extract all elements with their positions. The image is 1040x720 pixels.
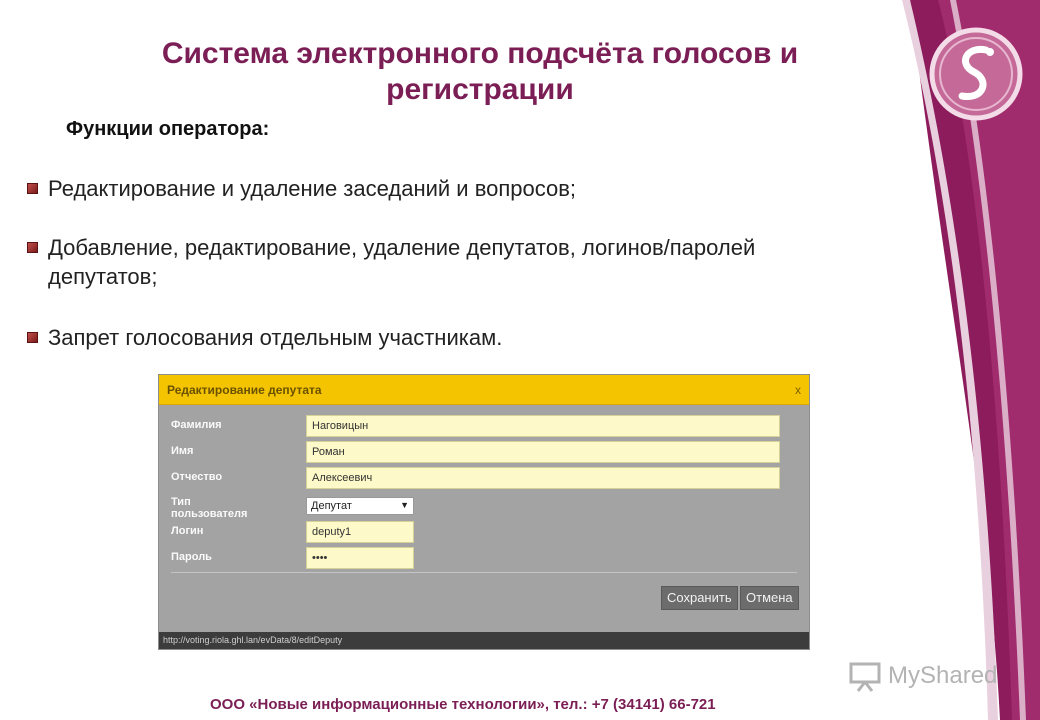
slide-title-line2: регистрации: [386, 73, 574, 106]
save-button[interactable]: Сохранить: [661, 586, 738, 610]
dialog-divider: [171, 572, 797, 573]
login-field[interactable]: [306, 521, 414, 543]
slide-footer: ООО «Новые информационные технологии», тел.: +7 (34141) 66-721: [210, 696, 716, 713]
patronymic-field[interactable]: [306, 467, 780, 489]
edit-deputy-dialog: [158, 374, 810, 650]
name-label: Имя: [171, 445, 194, 457]
surname-field[interactable]: [306, 415, 780, 437]
slide-title-line1: Система электронного подсчёта голосов и: [161, 37, 799, 70]
name-field[interactable]: [306, 441, 780, 463]
surname-label: Фамилия: [171, 419, 222, 431]
presentation-board-icon: [848, 659, 882, 693]
bullet-item: [22, 233, 862, 291]
browser-status-bar: [159, 632, 809, 649]
bullet-text: Редактирование и удаление заседаний и вопросов;: [48, 176, 577, 201]
user-type-label: Тип пользователя: [171, 496, 248, 520]
bullet-item: [22, 174, 862, 203]
watermark: [848, 656, 1004, 696]
square-bullet-icon: [27, 242, 38, 253]
watermark-text: MyShared: [888, 662, 998, 689]
square-bullet-icon: [27, 332, 38, 343]
status-url: http://voting.riola.ghl.lan/evData/8/editDeputy: [163, 635, 343, 645]
close-icon[interactable]: x: [795, 382, 801, 397]
user-type-value: Депутат: [311, 500, 352, 512]
dialog-title: Редактирование депутата: [167, 382, 322, 397]
stylized-s-logo-icon: [928, 26, 1024, 122]
bullet-list: [22, 174, 862, 352]
chevron-down-icon: ▼: [400, 500, 409, 510]
cancel-button[interactable]: Отмена: [740, 586, 799, 610]
dialog-header: [159, 375, 809, 405]
bullet-item: [22, 323, 862, 352]
login-label: Логин: [171, 525, 204, 537]
password-field[interactable]: [306, 547, 414, 569]
user-type-select[interactable]: [306, 497, 414, 515]
square-bullet-icon: [27, 183, 38, 194]
bullet-text: Добавление, редактирование, удаление депутатов, логинов/паролей: [48, 235, 756, 260]
password-label: Пароль: [171, 551, 212, 563]
slide-subtitle: Функции оператора:: [66, 118, 270, 140]
bullet-text: Запрет голосования отдельным участникам.: [48, 325, 503, 350]
slide-title: [90, 36, 870, 108]
patronymic-label: Отчество: [171, 471, 223, 483]
bullet-text-continued: депутатов;: [48, 264, 158, 289]
